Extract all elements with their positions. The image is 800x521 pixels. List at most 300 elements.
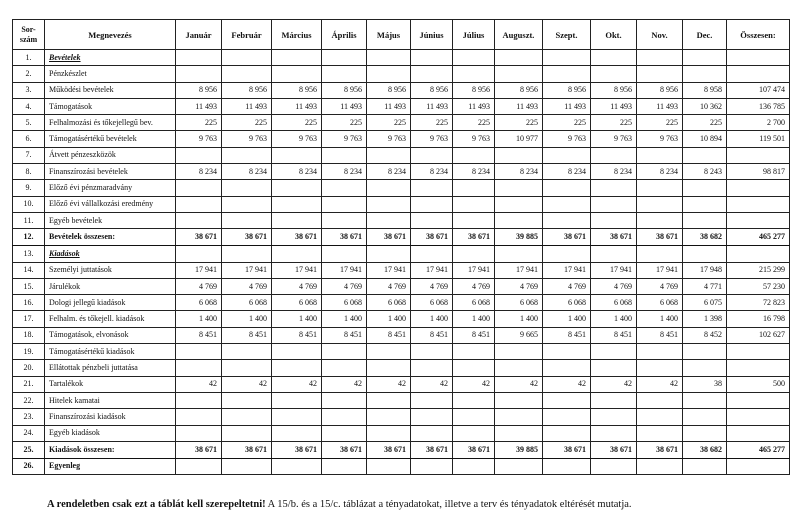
month-value-cell: 8 243 [683,164,727,180]
month-value-cell [176,392,222,408]
month-value-cell [543,409,591,425]
month-value-cell [411,180,453,196]
month-value-cell: 38 671 [543,229,591,246]
row-label: Egyéb bevételek [45,212,176,228]
row-total-cell: 465 277 [727,229,790,246]
month-value-cell: 17 941 [411,262,453,278]
row-label: Támogatások [45,98,176,114]
header-month: Szept. [543,20,591,50]
month-value-cell [367,344,411,360]
month-value-cell: 6 068 [367,295,411,311]
header-month: Július [453,20,495,50]
month-value-cell [495,344,543,360]
header-month: Auguszt. [495,20,543,50]
header-month: Dec. [683,20,727,50]
row-number: 18. [13,327,45,343]
month-value-cell: 17 941 [637,262,683,278]
month-value-cell [637,50,683,66]
month-value-cell [683,360,727,376]
month-value-cell [176,50,222,66]
month-value-cell: 38 671 [453,229,495,246]
month-value-cell [495,50,543,66]
month-value-cell: 17 941 [453,262,495,278]
month-value-cell: 1 400 [222,311,272,327]
month-value-cell [683,212,727,228]
month-value-cell [411,66,453,82]
month-value-cell: 11 493 [222,98,272,114]
month-value-cell [322,360,367,376]
month-value-cell [453,344,495,360]
row-label: Előző évi vállalkozási eredmény [45,196,176,212]
month-value-cell: 42 [367,376,411,392]
month-value-cell [495,147,543,163]
month-value-cell: 8 451 [543,327,591,343]
month-value-cell [322,180,367,196]
month-value-cell: 42 [637,376,683,392]
month-value-cell [272,392,322,408]
month-value-cell [591,50,637,66]
month-value-cell [367,425,411,441]
month-value-cell: 38 671 [272,441,322,458]
month-value-cell [543,392,591,408]
month-value-cell [176,360,222,376]
month-value-cell [683,196,727,212]
month-value-cell: 225 [222,115,272,131]
month-value-cell: 17 941 [322,262,367,278]
month-value-cell: 39 885 [495,229,543,246]
month-value-cell [591,212,637,228]
month-value-cell: 4 771 [683,278,727,294]
table-row [13,311,790,327]
month-value-cell: 4 769 [591,278,637,294]
row-total-cell [727,180,790,196]
month-value-cell: 4 769 [367,278,411,294]
row-number: 17. [13,311,45,327]
row-total-cell: 119 501 [727,131,790,147]
month-value-cell: 8 234 [411,164,453,180]
row-number: 24. [13,425,45,441]
month-value-cell [272,66,322,82]
month-value-cell [176,409,222,425]
month-value-cell [222,50,272,66]
month-value-cell [272,360,322,376]
table-row [13,131,790,147]
row-label: Előző évi pénzmaradvány [45,180,176,196]
row-number: 21. [13,376,45,392]
month-value-cell [637,458,683,474]
month-value-cell: 4 769 [322,278,367,294]
month-value-cell [322,50,367,66]
row-number: 15. [13,278,45,294]
month-value-cell: 17 941 [591,262,637,278]
month-value-cell [543,344,591,360]
month-value-cell [176,180,222,196]
month-value-cell [367,458,411,474]
table-body [13,50,790,475]
month-value-cell: 4 769 [495,278,543,294]
month-value-cell: 38 671 [176,229,222,246]
row-label: Járulékok [45,278,176,294]
month-value-cell: 11 493 [176,98,222,114]
table-row [13,262,790,278]
table-row [13,180,790,196]
month-value-cell [222,196,272,212]
header-month: Január [176,20,222,50]
month-value-cell: 17 941 [367,262,411,278]
month-value-cell: 11 493 [591,98,637,114]
month-value-cell [637,147,683,163]
table-row [13,82,790,98]
month-value-cell: 17 941 [543,262,591,278]
budget-table [12,19,790,475]
month-value-cell: 8 451 [591,327,637,343]
month-value-cell: 8 956 [591,82,637,98]
month-value-cell [272,344,322,360]
row-total-cell: 102 627 [727,327,790,343]
month-value-cell: 6 068 [176,295,222,311]
row-label: Bevételek [45,50,176,66]
month-value-cell [591,425,637,441]
row-label: Támogatások, elvonások [45,327,176,343]
row-label: Átvett pénzeszközök [45,147,176,163]
month-value-cell: 6 068 [543,295,591,311]
row-total-cell: 465 277 [727,441,790,458]
month-value-cell [322,425,367,441]
month-value-cell [176,196,222,212]
month-value-cell: 8 451 [222,327,272,343]
row-total-cell: 98 817 [727,164,790,180]
month-value-cell [411,360,453,376]
month-value-cell [222,246,272,262]
row-total-cell [727,392,790,408]
month-value-cell: 42 [591,376,637,392]
row-total-cell [727,458,790,474]
month-value-cell [222,360,272,376]
table-row [13,196,790,212]
month-value-cell [411,196,453,212]
month-value-cell: 8 958 [683,82,727,98]
row-total-cell [727,246,790,262]
month-value-cell [453,66,495,82]
month-value-cell [367,147,411,163]
month-value-cell: 6 068 [591,295,637,311]
month-value-cell: 8 234 [591,164,637,180]
month-value-cell: 225 [176,115,222,131]
row-total-cell [727,360,790,376]
month-value-cell [272,212,322,228]
row-total-cell: 2 700 [727,115,790,131]
row-number: 4. [13,98,45,114]
month-value-cell: 8 956 [322,82,367,98]
month-value-cell: 8 234 [543,164,591,180]
month-value-cell: 42 [453,376,495,392]
row-number: 14. [13,262,45,278]
month-value-cell [591,180,637,196]
month-value-cell: 38 671 [367,441,411,458]
month-value-cell [683,392,727,408]
month-value-cell [453,246,495,262]
month-value-cell: 42 [411,376,453,392]
month-value-cell [222,425,272,441]
month-value-cell: 6 068 [411,295,453,311]
month-value-cell [176,246,222,262]
month-value-cell [272,50,322,66]
month-value-cell [411,246,453,262]
month-value-cell: 9 763 [176,131,222,147]
header-row [13,20,790,50]
month-value-cell [272,425,322,441]
month-value-cell [453,392,495,408]
row-label: Finanszírozási bevételek [45,164,176,180]
month-value-cell [411,458,453,474]
month-value-cell [543,212,591,228]
month-value-cell: 8 234 [367,164,411,180]
month-value-cell: 8 451 [176,327,222,343]
row-total-cell: 16 798 [727,311,790,327]
month-value-cell [591,147,637,163]
month-value-cell: 1 400 [411,311,453,327]
month-value-cell: 38 671 [411,441,453,458]
month-value-cell: 38 671 [591,441,637,458]
month-value-cell: 8 452 [683,327,727,343]
month-value-cell [683,246,727,262]
month-value-cell: 38 671 [453,441,495,458]
month-value-cell: 8 451 [272,327,322,343]
month-value-cell [272,246,322,262]
month-value-cell [591,458,637,474]
month-value-cell [543,360,591,376]
month-value-cell [543,246,591,262]
month-value-cell: 8 451 [411,327,453,343]
month-value-cell: 9 763 [222,131,272,147]
row-label: Támogatásértékű kiadások [45,344,176,360]
month-value-cell [637,409,683,425]
table-row [13,147,790,163]
month-value-cell [367,180,411,196]
row-number: 23. [13,409,45,425]
month-value-cell [176,212,222,228]
month-value-cell: 1 400 [495,311,543,327]
month-value-cell [683,180,727,196]
month-value-cell [222,344,272,360]
month-value-cell: 11 493 [322,98,367,114]
month-value-cell [543,50,591,66]
row-number: 25. [13,441,45,458]
month-value-cell [495,425,543,441]
row-total-cell: 57 230 [727,278,790,294]
month-value-cell: 8 234 [222,164,272,180]
row-label: Finanszírozási kiadások [45,409,176,425]
month-value-cell [591,246,637,262]
row-number: 7. [13,147,45,163]
month-value-cell [591,344,637,360]
row-number: 9. [13,180,45,196]
month-value-cell [543,425,591,441]
month-value-cell [222,458,272,474]
month-value-cell: 4 769 [176,278,222,294]
month-value-cell: 225 [637,115,683,131]
month-value-cell: 42 [495,376,543,392]
month-value-cell: 225 [495,115,543,131]
table-row [13,66,790,82]
month-value-cell [411,344,453,360]
month-value-cell [543,66,591,82]
row-total-cell [727,344,790,360]
row-total-cell [727,66,790,82]
month-value-cell: 6 068 [495,295,543,311]
month-value-cell: 17 948 [683,262,727,278]
month-value-cell: 4 769 [411,278,453,294]
month-value-cell [411,425,453,441]
month-value-cell: 4 769 [222,278,272,294]
month-value-cell: 42 [272,376,322,392]
month-value-cell: 1 400 [272,311,322,327]
month-value-cell: 38 671 [367,229,411,246]
month-value-cell: 8 956 [367,82,411,98]
month-value-cell: 10 894 [683,131,727,147]
month-value-cell: 8 956 [637,82,683,98]
month-value-cell: 8 234 [453,164,495,180]
month-value-cell: 17 941 [222,262,272,278]
row-number: 26. [13,458,45,474]
month-value-cell [367,246,411,262]
header-month: Március [272,20,322,50]
month-value-cell: 9 763 [591,131,637,147]
month-value-cell: 17 941 [272,262,322,278]
row-number: 19. [13,344,45,360]
month-value-cell [683,147,727,163]
month-value-cell: 1 400 [543,311,591,327]
row-label: Működési bevételek [45,82,176,98]
row-label: Dologi jellegű kiadások [45,295,176,311]
row-label: Bevételek összesen: [45,229,176,246]
row-label: Egyéb kiadások [45,425,176,441]
row-total-cell: 136 785 [727,98,790,114]
month-value-cell [637,212,683,228]
month-value-cell: 9 763 [453,131,495,147]
month-value-cell [453,50,495,66]
month-value-cell: 6 068 [453,295,495,311]
month-value-cell: 11 493 [543,98,591,114]
month-value-cell: 38 671 [637,229,683,246]
month-value-cell [543,458,591,474]
month-value-cell [453,409,495,425]
month-value-cell [222,147,272,163]
month-value-cell [453,180,495,196]
month-value-cell: 9 763 [272,131,322,147]
month-value-cell [637,196,683,212]
month-value-cell [322,147,367,163]
header-month: Április [322,20,367,50]
table-row [13,360,790,376]
month-value-cell: 10 977 [495,131,543,147]
month-value-cell [543,196,591,212]
month-value-cell: 4 769 [637,278,683,294]
month-value-cell [367,66,411,82]
month-value-cell [637,180,683,196]
row-total-cell [727,409,790,425]
table-row [13,344,790,360]
row-label: Felhalm. és tőkejell. kiadások [45,311,176,327]
month-value-cell: 4 769 [272,278,322,294]
table-header [13,20,790,50]
month-value-cell [495,246,543,262]
month-value-cell [495,360,543,376]
month-value-cell: 9 763 [411,131,453,147]
month-value-cell: 225 [272,115,322,131]
month-value-cell: 225 [411,115,453,131]
month-value-cell: 6 068 [272,295,322,311]
month-value-cell [322,196,367,212]
month-value-cell [411,50,453,66]
month-value-cell: 6 068 [637,295,683,311]
month-value-cell: 4 769 [543,278,591,294]
month-value-cell: 11 493 [272,98,322,114]
row-number: 20. [13,360,45,376]
month-value-cell [322,212,367,228]
month-value-cell: 42 [322,376,367,392]
month-value-cell [176,458,222,474]
header-name: Megnevezés [45,20,176,50]
table-row [13,50,790,66]
month-value-cell: 38 671 [411,229,453,246]
month-value-cell: 10 362 [683,98,727,114]
month-value-cell [222,212,272,228]
month-value-cell [367,409,411,425]
month-value-cell [495,180,543,196]
month-value-cell: 38 671 [272,229,322,246]
row-number: 8. [13,164,45,180]
footnote [47,499,632,510]
month-value-cell: 6 068 [322,295,367,311]
month-value-cell [591,196,637,212]
month-value-cell: 9 665 [495,327,543,343]
month-value-cell: 38 671 [222,441,272,458]
month-value-cell [367,360,411,376]
month-value-cell [683,66,727,82]
month-value-cell: 8 451 [453,327,495,343]
row-number: 16. [13,295,45,311]
month-value-cell: 38 671 [222,229,272,246]
month-value-cell [683,458,727,474]
row-number: 3. [13,82,45,98]
month-value-cell: 38 [683,376,727,392]
month-value-cell [495,458,543,474]
header-month: Február [222,20,272,50]
row-label: Személyi juttatások [45,262,176,278]
month-value-cell: 38 671 [176,441,222,458]
month-value-cell: 8 234 [176,164,222,180]
month-value-cell: 1 400 [367,311,411,327]
month-value-cell: 11 493 [495,98,543,114]
month-value-cell [367,50,411,66]
row-total-cell [727,147,790,163]
month-value-cell [453,360,495,376]
month-value-cell: 8 451 [637,327,683,343]
table-row [13,295,790,311]
month-value-cell: 38 671 [543,441,591,458]
month-value-cell [495,66,543,82]
month-value-cell: 8 234 [495,164,543,180]
table-row [13,246,790,262]
month-value-cell [637,246,683,262]
month-value-cell [637,392,683,408]
row-total-cell: 500 [727,376,790,392]
header-month: Május [367,20,411,50]
row-label: Kiadások összesen: [45,441,176,458]
row-label: Egyenleg [45,458,176,474]
month-value-cell: 8 234 [322,164,367,180]
